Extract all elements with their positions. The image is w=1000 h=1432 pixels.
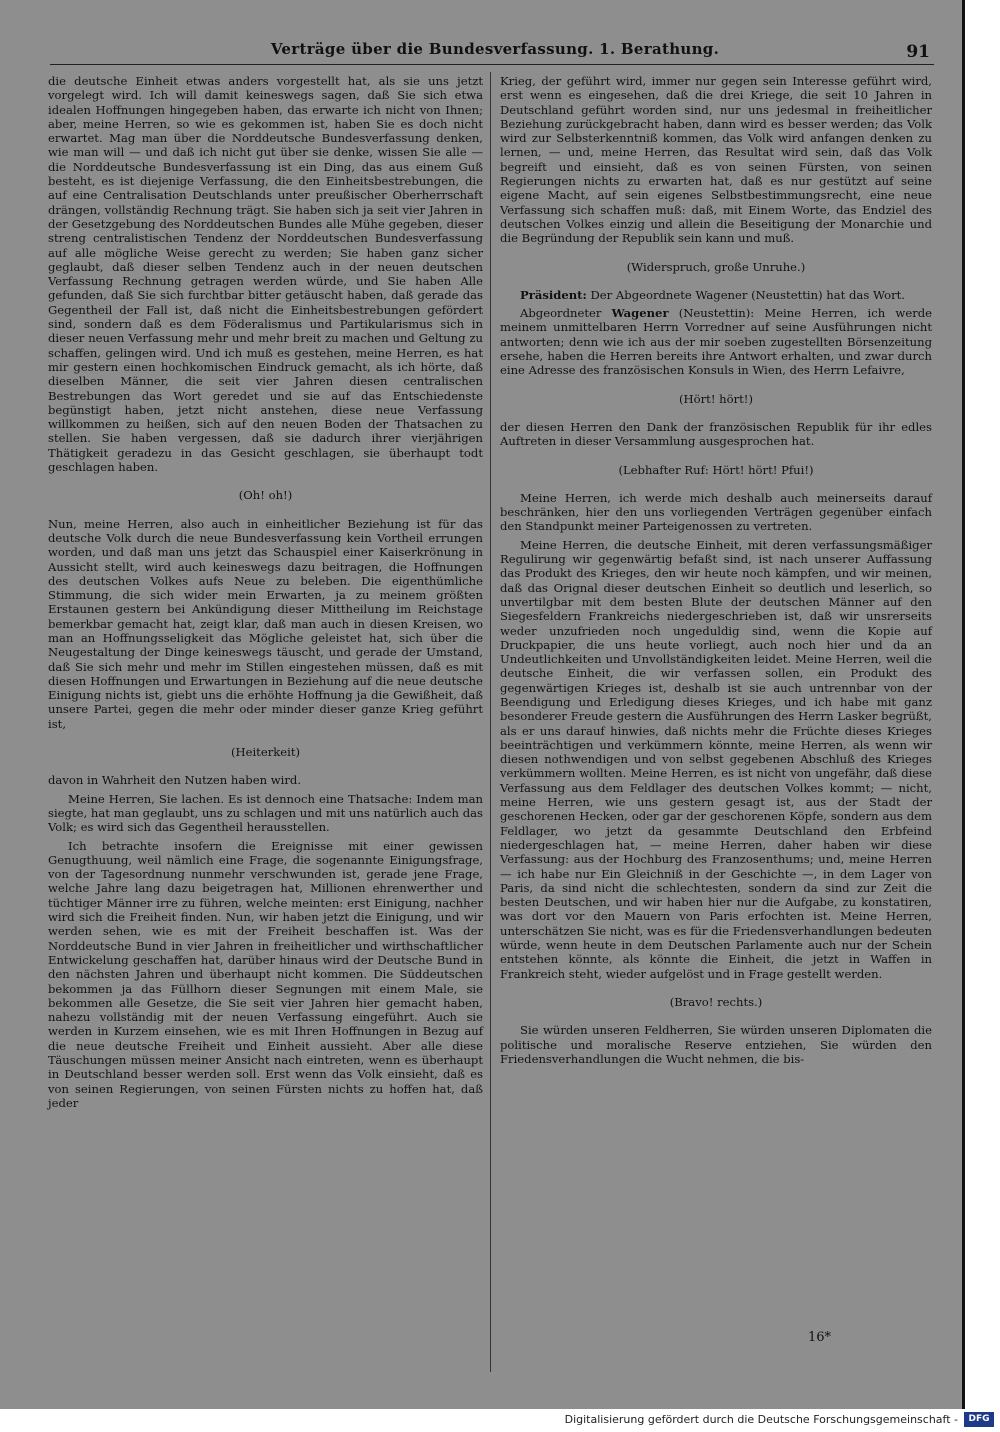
edge-bar (962, 0, 965, 1409)
paragraph-text: Der Abgeordnete Wagener (Neustettin) hat das Wort. (590, 287, 905, 302)
paragraph: Meine Herren, die deutsche Einheit, mit deren verfassungsmäßiger Regulirung wir gegenwärtig befaßt sind, ist nach unserer Auffassung das Produkt des Krieges, den wir heute noch kämpfen, und wir meinen, daß das Orignal dieser deutschen Einheit so deutlich und leserlich, so unvertilgbar mit dem besten Blute der deutschen Männer auf den Siegesfeldern Frankreichs niedergeschrieben ist, daß wir unsrerseits weder unzufrieden noch ungeduldig sind, wenn die Kopie auf Druckpapier, die uns heute vorliegt, auch noch hier und da an Undeutlichkeiten und Unvollständigkeiten leidet. Meine Herren, weil die deutsche Einheit, die wir verfassen sollen, ein Produkt des gegenwärtigen Krieges ist, deshalb ist sie auch untrennbar von der Beendigung und Erledigung dieses Krieges, und ich habe mit ganz besonderer Freude gestern die Ausführungen des Herrn Lasker begrüßt, als er uns darauf hinwies, daß nichts mehr die Früchte dieses Krieges beeinträchtigen und verkümmern könnte, meine Herren, als wenn wir diesen nothwendigen und von selbst gegebenen Abschluß des Krieges verkümmern wollten. Meine Herren, es ist nicht von ungefähr, daß diese Verfassung aus dem Feldlager des deutschen Volkes kommt; — nicht, meine Herren, wie uns gestern gesagt ist, aus der Stadt der geschorenen Hecken, oder gar der geschorenen Köpfe, sondern aus dem Feldlager, wo jetzt da gesammte Deutschland den Erbfeind niedergeschlagen hat, — meine Herren, daher haben wir diese Verfassung: aus der Hochburg des Franzosenthums; und, meine Herren — ich habe nur Ein Gleichniß in der Geschichte —, in dem Lager von Paris, da sind nicht die schlechtesten, sondern da sind zur Zeit die besten Deutschen, und wir haben hier nur die Aufgabe, zu konstatiren, was dort vor den Mauern von Paris erfochten ist. Meine Herren, unterschätzen Sie nicht, was es für die Friedensverhandlungen bedeuten würde, wenn heute in dem Deutschen Parlamente auch nur der Schein entstehen könnte, als könnte die Einheit, die jetzt in Waffen in Frankreich steht, wieder aufgelöst und in Frage gestellt werden. (500, 537, 932, 981)
interjection: (Bravo! rechts.) (669, 994, 763, 1009)
left-column (48, 74, 483, 1114)
interjection: (Hört! hört!) (679, 391, 753, 406)
paragraph: Ich betrachte insofern die Ereignisse mit einer gewissen Genugthuung, weil nämlich eine Frage, die sogenannte Einigungsfrage, von der Tagesordnung nunmehr verschwunden ist, gerade jene Frage, welche Jahre lang dazu beigetragen hat, Millionen ehrenwerther und tüchtiger Männer irre zu führen, welche meinten: erst Einigung, nachher wird sich die Freiheit finden. Nun, wir haben jetzt die Einigung, und wir werden sehen, wie es mit der Freiheit beschaffen ist. Was der Norddeutsche Bund in vier Jahren in freiheitlicher und wirthschaftlicher Entwickelung geschaffen hat, darüber hinaus wird der Deutsche Bund in den nächsten Jahren und überhaupt nicht kommen. Die Süddeutschen bekommen ja das Füllhorn dieser Segnungen mit einem Male, sie bekommen alle Gesetze, die Sie seit vier Jahren hier gemacht haben, nahezu vollständig mit der neuen Verfassung eingeführt. Auch sie werden in Kurzem einsehen, wie es mit Ihren Hoffnungen in Bezug auf die neue deutsche Freiheit und Einheit aussieht. Aber alle diese Täuschungen müssen meiner Ansicht nach eintreten, wenn es überhaupt in Deutschland besser werden soll. Erst wenn das Volk einsieht, daß es von seinen Regierungen, von seinen Fürsten nichts zu hoffen hat, daß jeder (48, 838, 483, 1110)
footer (0, 1409, 1000, 1432)
interjection: (Oh! oh!) (238, 488, 293, 503)
paragraph (500, 306, 932, 377)
paragraph: Meine Herren, ich werde mich deshalb auch meinerseits darauf beschränken, hier den uns vorliegenden Verträgen gegenüber einfach den Standpunkt meiner Parteigenossen zu vertreten. (500, 490, 932, 534)
paragraph-text: (Neustettin): Meine Herren, ich werde meinem unmittelbaren Herrn Vorredner auf seine Ausführungen nicht antworten; denn wie ich aus der mir soeben zugestellten Börsenzeitung ersehe, haben die Herren bereits ihre Antwort erhalten, und zwar durch eine Adresse des französischen Konsuls in Wien, des Herrn Lefaivre, (500, 306, 933, 378)
interjection: (Heiterkeit) (230, 745, 301, 760)
interjection: (Widerspruch, große Unruhe.) (626, 259, 806, 274)
paragraph: der diesen Herren den Dank der französischen Republik für ihr edles Auftreten in dieser Versammlung ausgesprochen hat. (500, 419, 932, 449)
dfg-logo: DFG (964, 1412, 994, 1427)
paragraph: Sie würden unseren Feldherren, Sie würden unseren Diplomaten die politische und moralische Reserve entziehen, Sie würden den Friedensverhandlungen die Wucht nehmen, die bis- (500, 1023, 932, 1066)
speaker-prefix: Abgeordneter (520, 306, 602, 321)
interjection: (Lebhafter Ruf: Hört! hört! Pfui!) (618, 462, 814, 477)
paragraph: davon in Wahrheit den Nutzen haben wird. (48, 773, 302, 788)
paragraph: Nun, meine Herren, also auch in einheitlicher Beziehung ist für das deutsche Volk durch die neue Bundesverfassung kein Vortheil errungen worden, und daß man uns jetzt das Schauspiel einer Kaiserkrönung in Aussicht stellt, wird auch keineswegs dazu beitragen, die Hoffnungen des deutschen Volkes aufs Neue zu beleben. Die eigenthümliche Stimmung, die sich wider mein Erwarten, ja zu meinem größten Erstaunen gestern bei Ankündigung dieser Mittheilung im Reichstage bemerkbar gemacht hat, zeigt klar, daß man auch in diesen Kreisen, wo man an Hoffnungsseligkeit das Mögliche geleistet hat, sich über die Neugestaltung der Dinge keineswegs täuscht, und gerade der Umstand, daß Sie sich mehr und mehr im Stillen eingestehen müssen, daß es mit diesen Hoffnungen und Erwartungen in Beziehung auf die neue deutsche Einigung nichts ist, giebt uns die erhöhte Hoffnung ja die Gewißheit, daß unsere Partei, gegen die mehr oder minder dieser ganze Krieg geführt ist, (48, 516, 483, 731)
speaker-name: Präsident: (520, 287, 587, 302)
right-column (500, 74, 932, 1070)
footer-text: Digitalisierung gefördert durch die Deutsche Forschungsgemeinschaft - (564, 1413, 958, 1426)
header-rule (50, 64, 934, 65)
speaker-name: Wagener (611, 306, 669, 321)
column-divider (490, 72, 491, 1372)
paragraph: die deutsche Einheit etwas anders vorgestellt hat, als sie uns jetzt vorgelegt wird. Ich will damit keineswegs sagen, daß Sie sich etwa idealen Hoffnungen hingegeben haben, das erwarte ich nicht von Ihnen; aber, meine Herren, so wie es gekommen ist, haben Sie es doch nicht erwartet. Mag man über die Norddeutsche Bundesverfassung denken, wie man will — und daß ich nicht gut über sie denke, wissen Sie alle — die Norddeutsche Bundesverfassung ist ein Ding, das aus einem Guß besteht, es ist diejenige Verfassung, die den Einheitsbestrebungen, die auf eine Centralisation Deutschlands unter preußischer Oberherrschaft drängen, vollständig Rechnung trägt. Sie haben sich ja seit vier Jahren in der Gesetzgebung des Norddeutschen Bundes alle Mühe gegeben, dieser streng centralistischen Tendenz der Norddeutschen Bundesverfassung auf alle mögliche Weise gerecht zu werden; Sie haben ganz sicher geglaubt, daß dieser selben Tendenz auch in der neuen deutschen Verfassung Rechnung getragen werden würde, und Sie haben Alle gefunden, daß Sie sich furchtbar bitter getäuscht haben, daß gerade das Gegentheil der Fall ist, daß nicht die Einheitsbestrebungen gefördert sind, sondern daß es dem Föderalismus und Partikularismus sich in dieser neuen Verfassung mehr und mehr breit zu machen und Geltung zu schaffen, gelingen wird. Und ich muß es gestehen, meine Herren, es hat mir gestern einen hochkomischen Eindruck gemacht, als ich hörte, daß dieselben Männer, die seit vier Jahren diesen centralischen Bestrebungen das Wort geredet und sie auf das Entschiedenste begünstigt haben, jetzt nicht anstehen, diese neue Verfassung willkommen zu heißen, sich auf den neuen Boden der Thatsachen zu stellen. Sie haben vergessen, daß sie dadurch ihrer vierjährigen Thätigkeit geradezu in das Gesicht geschlagen, sie überhaupt todt geschlagen haben. (48, 74, 483, 475)
paragraph: Meine Herren, Sie lachen. Es ist dennoch eine Thatsache: Indem man siegte, hat man geglaubt, uns zu schlagen und mit uns natürlich auch das Volk; es wird sich das Gegentheil herausstellen. (48, 791, 483, 835)
page-header (50, 40, 940, 62)
paragraph: Krieg, der geführt wird, immer nur gegen sein Interesse geführt wird, erst wenn es eingesehen, daß die drei Kriege, die seit 10 Jahren in Deutschland geführt worden sind, nur uns jedesmal in freiheitlicher Beziehung zurückgebracht haben, dann wird es besser werden; das Volk wird zur Selbsterkenntniß kommen, das Volk wird anfangen denken zu lernen, — und, meine Herren, das Resultat wird sein, daß das Volk begreift und einsieht, daß es von seinen Fürsten, von seinen Regierungen nichts zu erwarten hat, daß es nur gestützt auf seine eigene Macht, auf sein eigenes Selbstbestimmungsrecht, eine neue Verfassung sich schaffen muß: daß, mit Einem Worte, das Endziel des deutschen Volkes einzig und allein die Beseitigung der Monarchie und die Begründung der Republik sein kann und muß. (500, 74, 932, 246)
running-title: Verträge über die Bundesverfassung. 1. Berathung. (270, 40, 720, 58)
page-number: 91 (906, 42, 930, 62)
scan-edge (962, 0, 1000, 1409)
paragraph (500, 288, 932, 302)
signature-mark: 16* (808, 1330, 832, 1345)
